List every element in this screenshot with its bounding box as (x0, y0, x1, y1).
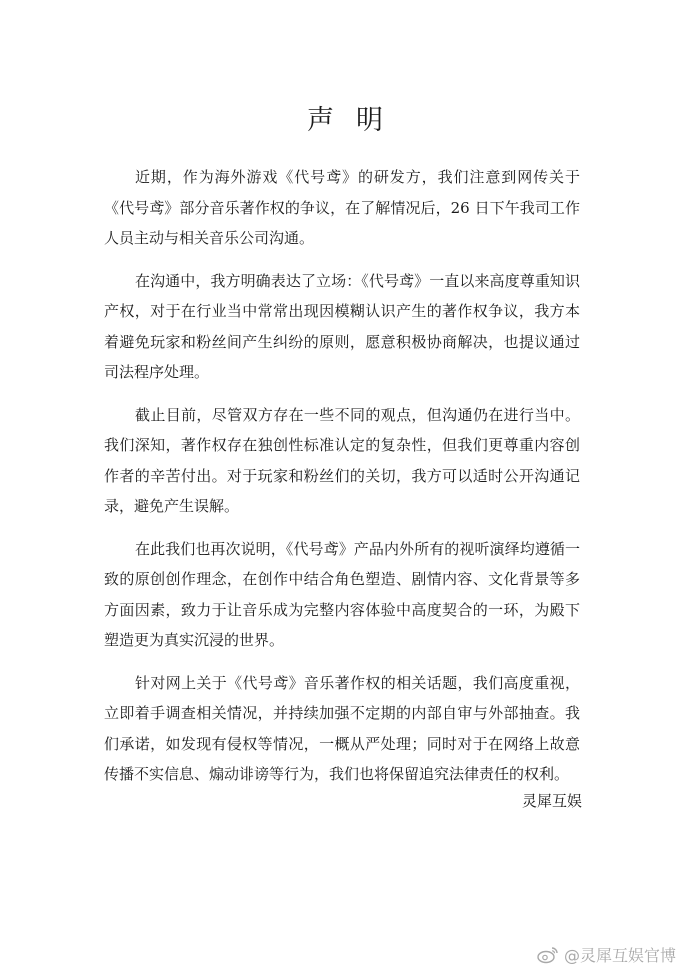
paragraph-2: 在沟通中，我方明确表达了立场：《代号鸢》一直以来高度尊重知识产权，对于在行业当中常常出现因模糊认识产生的著作权争议，我方本着避免玩家和粉丝间产生纠纷的原则，愿意积极协商解决，也提议通过司法程序处理。 (104, 271, 580, 381)
paragraph-3: 截止目前，尽管双方存在一些不同的观点，但沟通仍在进行当中。我们深知，著作权存在独创性标准认定的复杂性，但我们更尊重内容创作者的辛苦付出。对于玩家和粉丝们的关切，我方可以适时公开沟通记录，避免产生误解。 (104, 405, 580, 515)
watermark-text: @灵犀互娱官博 (563, 946, 676, 965)
page-title: 声明 (307, 105, 405, 136)
paragraph-5: 针对网上关于《代号鸢》音乐著作权的相关话题，我们高度重视，立即着手调查相关情况，并持续加强不定期的内部自审与外部抽查。我们承诺，如发现有侵权等情况，一概从严处理；同时对于在网络上故意传播不实信息、煽动诽谤等行为，我们也将保留追究法律责任的权利。 (104, 673, 580, 783)
statement-body (104, 162, 580, 802)
paragraph-4: 在此我们也再次说明，《代号鸢》产品内外所有的视听演绎均遵循一致的原创创作理念，在创作中结合角色塑造、剧情内容、文化背景等多方面因素，致力于让音乐成为完整内容体验中高度契合的一环，为殿下塑造更为真实沉浸的世界。 (104, 539, 580, 649)
weibo-watermark (537, 943, 676, 966)
signature: 灵犀互娱 (521, 792, 582, 810)
weibo-icon (537, 946, 559, 964)
paragraph-1: 近期，作为海外游戏《代号鸢》的研发方，我们注意到网传关于《代号鸢》部分音乐著作权的争议，在了解情况后，26 日下午我司工作人员主动与相关音乐公司沟通。 (104, 168, 580, 247)
